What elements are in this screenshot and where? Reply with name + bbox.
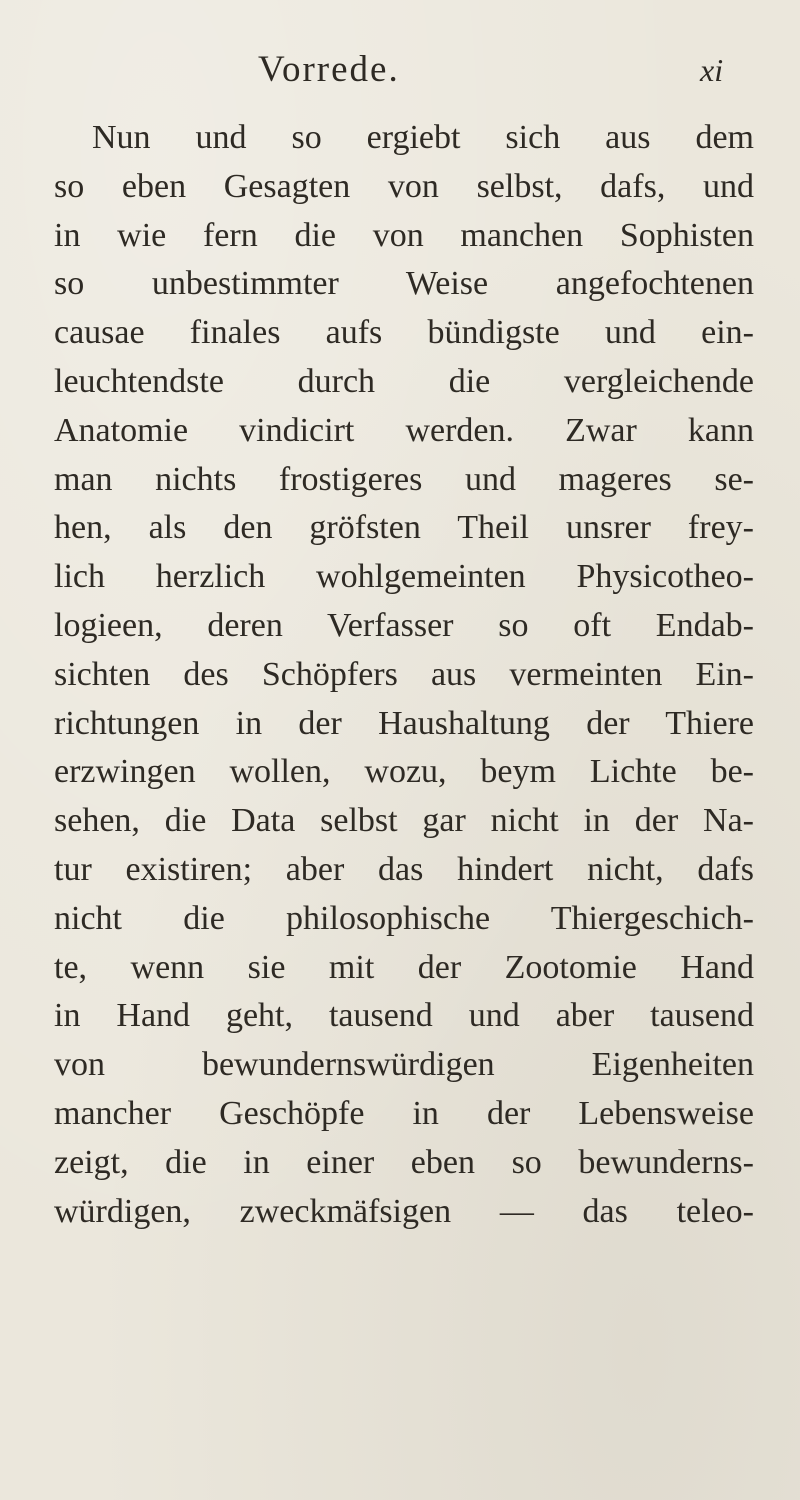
text-line: logieen, deren Verfasser so oft Endab- xyxy=(54,606,754,644)
text-line: sichten des Schöpfers aus vermeinten Ein- xyxy=(54,655,754,693)
text-line: Nun und so ergiebt sich aus dem xyxy=(92,119,754,156)
text-line: leuchtendste durch die vergleichende xyxy=(54,362,754,400)
text-line: sehen, die Data selbst gar nicht in der Na- xyxy=(54,802,754,840)
text-line: te, wenn sie mit der Zootomie Hand xyxy=(54,948,754,986)
running-title: Vorrede. xyxy=(258,49,400,90)
text-line: so eben Gesagten von selbst, dafs, und xyxy=(54,167,754,205)
text-line: von bewundernswürdigen Eigenheiten xyxy=(54,1046,754,1084)
text-line: man nichts frostigeres und mageres se- xyxy=(54,460,754,498)
text-line: zeigt, die in einer eben so bewunderns- xyxy=(54,1143,754,1181)
text-line: nicht die philosophische Thiergeschich- xyxy=(54,899,754,937)
text-line: richtungen in der Haushaltung der Thiere xyxy=(54,704,754,742)
text-line: hen, als den gröfsten Theil unsrer frey- xyxy=(54,509,754,547)
text-line: causae finales aufs bündigste und ein- xyxy=(54,314,754,352)
text-line: mancher Geschöpfe in der Lebensweise xyxy=(54,1094,754,1132)
page-number: xi xyxy=(700,52,724,88)
text-line: in wie fern die von manchen Sophisten xyxy=(54,216,754,254)
text-line: würdigen, zweckmäfsigen — das teleo- xyxy=(54,1192,754,1230)
text-line: lich herzlich wohlgemeinten Physicotheo- xyxy=(54,558,754,596)
text-line: so unbestimmter Weise angefochtenen xyxy=(54,265,754,303)
text-line: in Hand geht, tausend und aber tausend xyxy=(54,997,754,1035)
text-line: erzwingen wollen, wozu, beym Lichte be- xyxy=(54,753,754,791)
page-header xyxy=(0,45,800,95)
text-line: Anatomie vindicirt werden. Zwar kann xyxy=(54,411,754,449)
body-text xyxy=(54,114,754,1236)
text-line: tur existiren; aber das hindert nicht, dafs xyxy=(54,850,754,888)
